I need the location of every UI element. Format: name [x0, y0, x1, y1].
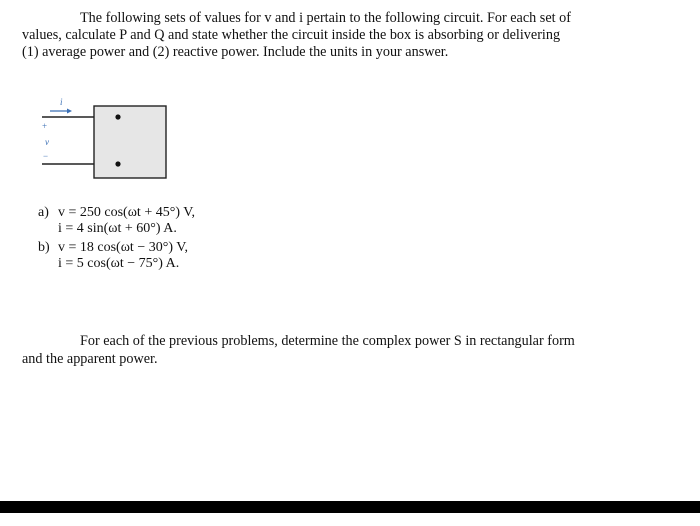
equation-a-i [38, 221, 195, 237]
closing-line-2: and the apparent power. [22, 351, 158, 367]
minus-sign: − [43, 151, 49, 161]
part-a-label: a) [38, 205, 49, 220]
closing-line-1: For each of the previous problems, determine the complex power S in rectangular form [80, 333, 575, 349]
equation-a-v [38, 205, 195, 221]
equations [38, 205, 195, 272]
bottom-bar [0, 501, 700, 513]
top-terminal [115, 114, 120, 119]
part-a-current: i = 4 sin(ωt + 60°) A. [58, 221, 177, 236]
plus-sign: + [42, 121, 48, 131]
part-a-voltage: v = 250 cos(ωt + 45°) V, [58, 205, 196, 220]
circuit-diagram [36, 96, 176, 192]
problem-statement [22, 10, 672, 61]
part-b-current: i = 5 cos(ωt − 75°) A. [58, 256, 180, 271]
bottom-terminal [115, 161, 120, 166]
part-b-label: b) [38, 240, 50, 255]
followup-statement [22, 332, 672, 368]
circuit-box [94, 106, 166, 178]
current-label: i [60, 97, 63, 107]
intro-line-3: (1) average power and (2) reactive power. Include the units in your answer. [22, 44, 449, 60]
intro-line-1: The following sets of values for v and i pertain to the following circuit. For each set of [80, 10, 571, 26]
current-arrow-head [67, 109, 72, 114]
equation-b-i [38, 256, 195, 272]
equation-b-v [38, 240, 195, 256]
part-b-voltage: v = 18 cos(ωt − 30°) V, [58, 240, 189, 255]
voltage-label: v [45, 137, 49, 147]
intro-line-2: values, calculate P and Q and state whether the circuit inside the box is absorbing or delivering [22, 27, 561, 43]
